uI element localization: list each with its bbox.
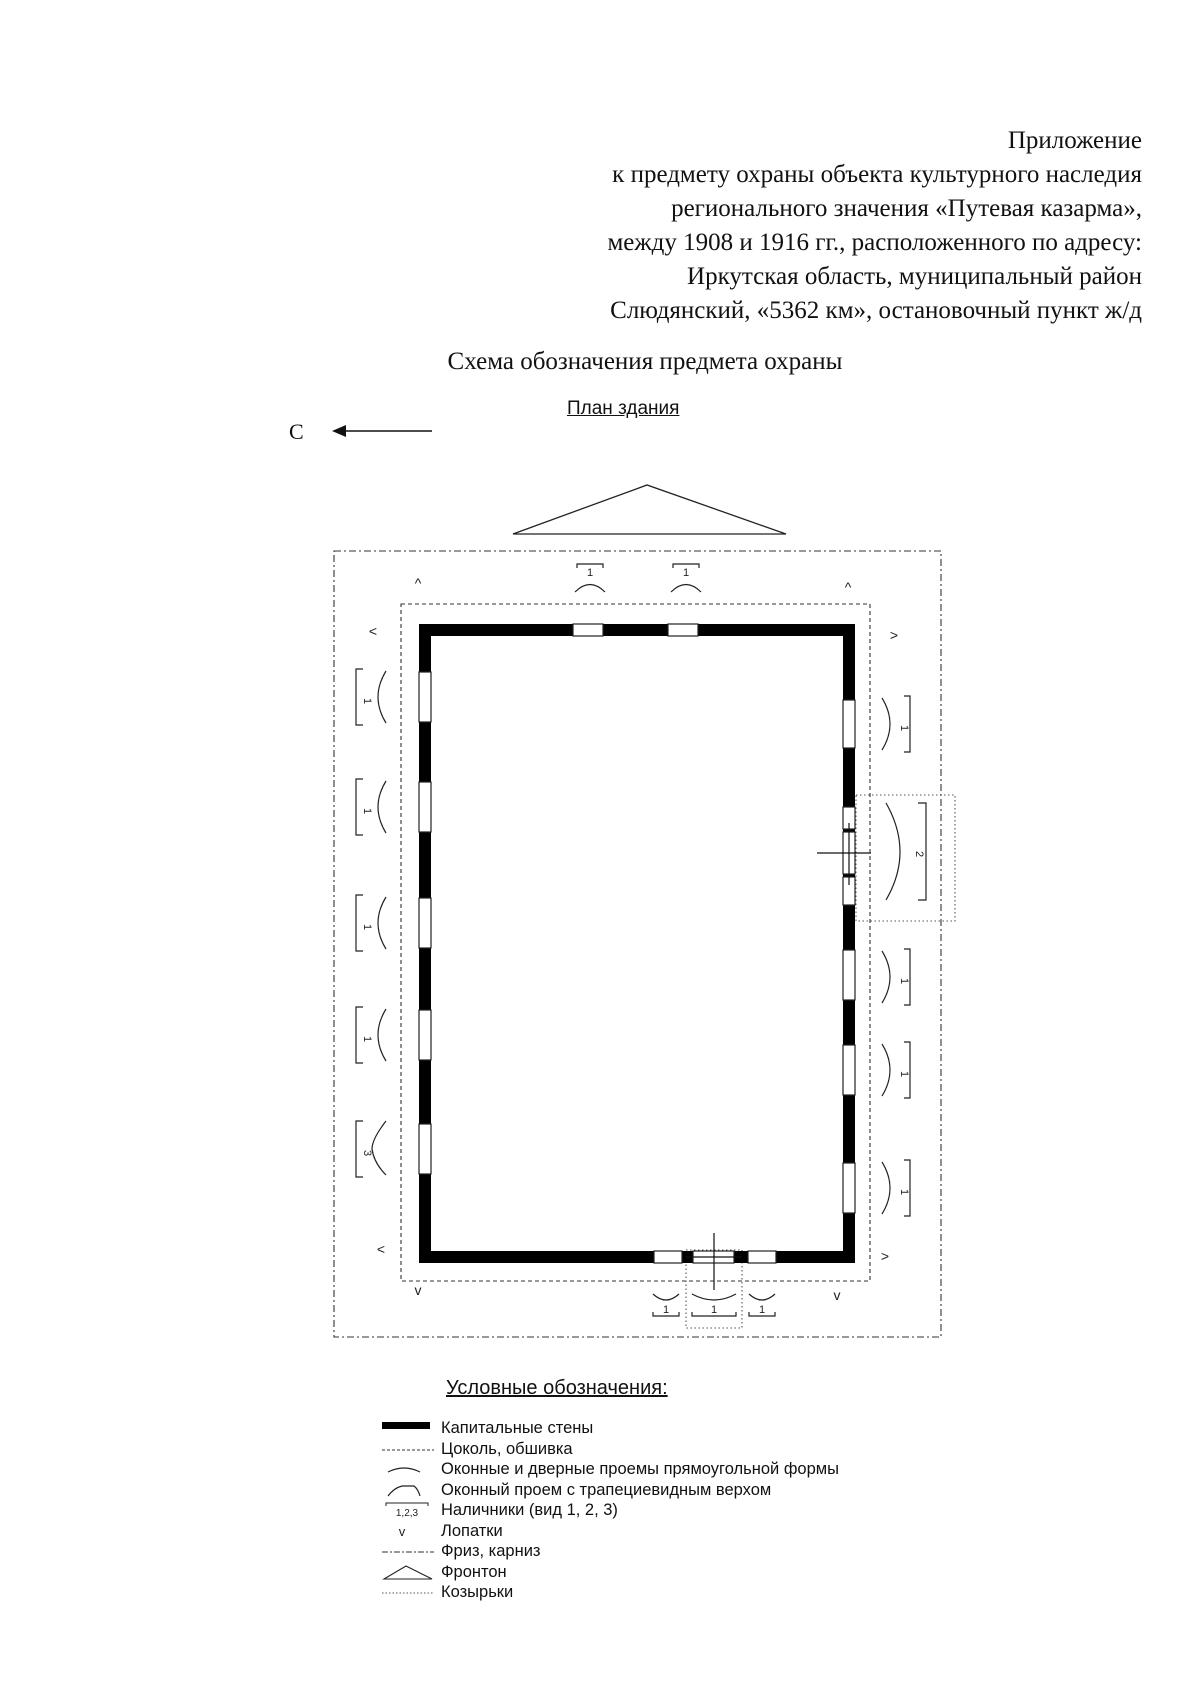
legend-item xyxy=(380,1459,980,1480)
window-arc xyxy=(882,951,890,1003)
plinth-outline xyxy=(401,604,870,1281)
window-opening xyxy=(573,624,603,636)
legend-label: Цоколь, обшивка xyxy=(441,1439,573,1458)
pilaster-legend-text: v xyxy=(398,1523,406,1539)
frames-legend-text: 1,2,3 xyxy=(395,1508,419,1519)
frame-type-label: 1 xyxy=(898,1188,910,1196)
frame-type-label: 1 xyxy=(898,977,910,985)
window-arc xyxy=(882,1044,890,1096)
north-arrow-icon xyxy=(332,425,432,437)
frame-type-label: 1 xyxy=(361,1035,373,1043)
window-opening xyxy=(419,782,431,832)
window-arc xyxy=(575,585,605,593)
pilaster-mark: > xyxy=(889,627,899,643)
canopy-east xyxy=(856,795,955,921)
frame-type-label: 1 xyxy=(361,697,373,705)
frame-type-label: 1 xyxy=(586,567,594,579)
plan-title: План здания xyxy=(567,398,680,419)
frame-type-label: 1 xyxy=(682,567,690,579)
legend-label: Оконный проем с трапециевидным верхом xyxy=(441,1480,772,1499)
window-arc xyxy=(378,897,386,949)
window-arc xyxy=(671,585,701,593)
legend-item xyxy=(380,1480,980,1501)
legend-item xyxy=(380,1562,980,1583)
window-arc xyxy=(882,1162,890,1214)
pilaster-mark: v xyxy=(414,1282,422,1298)
legend-item xyxy=(380,1582,980,1603)
legend xyxy=(380,1418,980,1603)
legend-label: Оконные и дверные проемы прямоугольной формы xyxy=(441,1460,839,1478)
scheme-title: Схема обозначения предмета охраны xyxy=(447,348,843,375)
window-arc xyxy=(882,698,890,750)
legend-title: Условные обозначения: xyxy=(446,1377,668,1399)
window-opening xyxy=(419,898,431,948)
pediment xyxy=(513,485,786,534)
rect-opening-legend-icon xyxy=(380,1459,436,1479)
header-line: регионального значения «Путевая казарма», xyxy=(671,195,1142,222)
window-opening xyxy=(843,1045,855,1095)
window-arc xyxy=(372,1121,386,1175)
window-opening xyxy=(419,672,431,722)
window-arc xyxy=(378,671,386,723)
window-opening xyxy=(843,1163,855,1213)
legend-label: Лопатки xyxy=(441,1521,503,1540)
window-arc xyxy=(749,1294,775,1300)
plinth-legend-icon xyxy=(380,1439,436,1459)
pilaster-mark: < xyxy=(376,1241,386,1257)
pilaster-legend-icon xyxy=(380,1521,436,1541)
header-line: между 1908 и 1916 гг., расположенного по адресу: xyxy=(607,229,1142,256)
pilaster-marks xyxy=(369,575,898,1303)
window-opening xyxy=(419,1010,431,1060)
legend-label: Козырьки xyxy=(441,1583,514,1601)
frame-type-label: 1 xyxy=(898,1070,910,1078)
legend-item xyxy=(380,1541,980,1562)
header-line: Слюдянский, «5362 км», остановочный пункт ж/д xyxy=(610,297,1142,324)
frame-type-label: 2 xyxy=(913,850,925,858)
legend-label: Фриз, карниз xyxy=(441,1542,541,1560)
legend-item xyxy=(380,1500,980,1521)
window-opening xyxy=(668,624,698,636)
window-frames xyxy=(356,564,926,1316)
legend-label: Наличники (вид 1, 2, 3) xyxy=(441,1501,618,1519)
wall-legend-icon xyxy=(380,1418,436,1438)
pilaster-mark: > xyxy=(880,1248,890,1264)
legend-item xyxy=(380,1521,980,1542)
frieze-legend-icon xyxy=(380,1541,436,1561)
header-line: Приложение xyxy=(1007,127,1142,154)
header-line: к предмету охраны объекта культурного наследия xyxy=(612,161,1142,188)
window-arc xyxy=(378,1009,386,1061)
frame-type-label: 1 xyxy=(361,807,373,815)
window-opening xyxy=(748,1251,776,1263)
pilaster-mark: v xyxy=(833,1287,841,1303)
canopy-legend-icon xyxy=(380,1582,436,1602)
legend-item xyxy=(380,1418,980,1439)
north-label: С xyxy=(289,419,304,444)
wall-openings xyxy=(419,624,855,1263)
window-opening xyxy=(654,1251,682,1263)
frame-type-label: 1 xyxy=(758,1304,766,1316)
frame-type-label: 3 xyxy=(361,1149,373,1157)
frame-type-label: 1 xyxy=(662,1304,670,1316)
window-opening xyxy=(843,700,855,748)
pediment-legend-icon xyxy=(380,1562,436,1582)
trapezoid-opening-legend-icon xyxy=(380,1480,436,1500)
legend-label: Капитальные стены xyxy=(441,1419,594,1437)
door-arc xyxy=(886,803,900,900)
window-opening xyxy=(843,950,855,1000)
window-arc xyxy=(653,1294,679,1300)
pilaster-mark: < xyxy=(368,623,378,639)
header-line: Иркутская область, муниципальный район xyxy=(687,263,1142,290)
frame-type-label: 1 xyxy=(710,1304,718,1316)
capital-walls xyxy=(425,630,849,1257)
legend-label: Фронтон xyxy=(441,1562,507,1581)
legend-item xyxy=(380,1439,980,1460)
frame-type-label: 1 xyxy=(361,923,373,931)
window-opening xyxy=(419,1124,431,1174)
pilaster-mark: ^ xyxy=(844,579,852,595)
frames-legend-icon xyxy=(380,1500,436,1520)
pilaster-mark: ^ xyxy=(414,575,422,591)
frame-type-label: 1 xyxy=(898,724,910,732)
window-arc xyxy=(692,1294,736,1300)
window-arc xyxy=(378,781,386,833)
